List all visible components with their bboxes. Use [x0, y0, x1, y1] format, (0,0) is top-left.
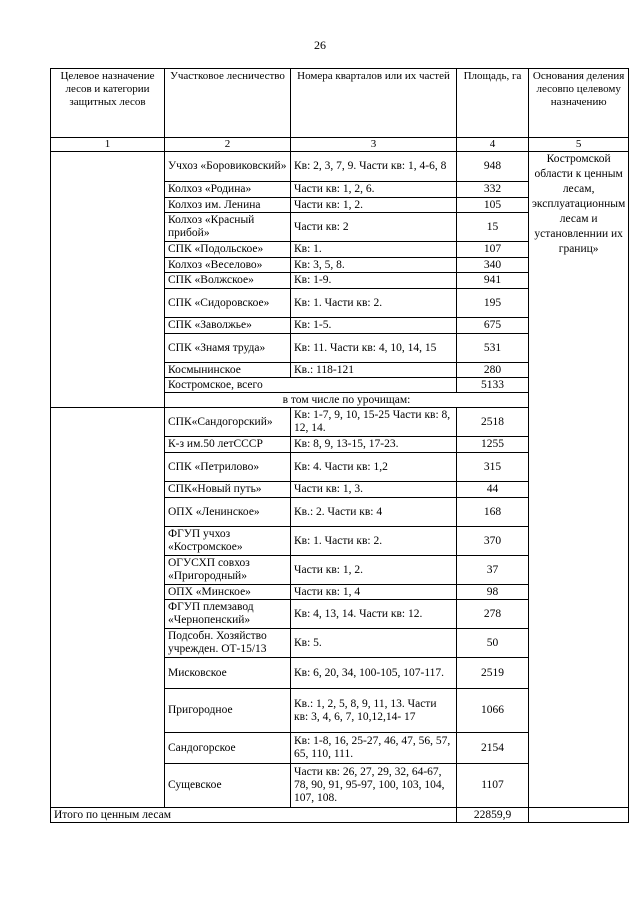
district-cell: Колхоз «Красный прибой»: [165, 213, 291, 242]
quarters-cell: Части кв: 1, 2, 6.: [291, 182, 457, 198]
header-purpose: Целевое назначение лесов и категории защитных лесов: [51, 69, 165, 138]
quarters-cell: Кв: 5.: [291, 629, 457, 658]
column-number-row: [51, 138, 629, 152]
area-cell: 1255: [457, 437, 529, 453]
area-cell: 2518: [457, 408, 529, 437]
header-district: Участковое лесничество: [165, 69, 291, 138]
header-row: [51, 69, 629, 138]
grand-total-basis: [529, 808, 629, 823]
quarters-cell: Кв.: 118-121: [291, 363, 457, 378]
area-cell: 98: [457, 585, 529, 600]
col-num-5: 5: [529, 138, 629, 152]
quarters-cell: Кв: 1.: [291, 242, 457, 258]
area-cell: 107: [457, 242, 529, 258]
district-cell: Космынинское: [165, 363, 291, 378]
quarters-cell: Кв: 3, 5, 8.: [291, 258, 457, 273]
district-cell: СПК «Знамя труда»: [165, 334, 291, 363]
area-cell: 15: [457, 213, 529, 242]
area-cell: 2154: [457, 733, 529, 764]
area-cell: 1107: [457, 764, 529, 808]
purpose-cell: [51, 152, 165, 408]
quarters-cell: Части кв: 2: [291, 213, 457, 242]
district-cell: Колхоз «Веселово»: [165, 258, 291, 273]
district-cell: ОПХ «Ленинское»: [165, 498, 291, 527]
quarters-cell: Кв.: 2. Части кв: 4: [291, 498, 457, 527]
quarters-cell: Кв: 1. Части кв: 2.: [291, 527, 457, 556]
district-cell: ФГУП учхоз «Костромское»: [165, 527, 291, 556]
grand-total-row: [51, 808, 629, 823]
area-cell: 37: [457, 556, 529, 585]
quarters-cell: Части кв: 1, 2.: [291, 198, 457, 213]
district-cell: ФГУП племзавод «Чернопенский»: [165, 600, 291, 629]
quarters-cell: Части кв: 1, 2.: [291, 556, 457, 585]
quarters-cell: Части кв: 26, 27, 29, 32, 64-67, 78, 90, 91, 95-97, 100, 103, 104, 107, 108.: [291, 764, 457, 808]
area-cell: 941: [457, 273, 529, 289]
district-cell: СПК «Петрилово»: [165, 453, 291, 482]
district-cell: СПК «Волжское»: [165, 273, 291, 289]
quarters-cell: Кв: 4. Части кв: 1,2: [291, 453, 457, 482]
area-cell: 195: [457, 289, 529, 318]
area-cell: 2519: [457, 658, 529, 689]
district-cell: ОПХ «Минское»: [165, 585, 291, 600]
quarters-cell: Кв: 8, 9, 13-15, 17-23.: [291, 437, 457, 453]
quarters-cell: Кв.: 1, 2, 5, 8, 9, 11, 13. Части кв: 3, 4, 6, 7, 10,12,14- 17: [291, 689, 457, 733]
district-cell: Колхоз им. Ленина: [165, 198, 291, 213]
area-cell: 340: [457, 258, 529, 273]
area-cell: 1066: [457, 689, 529, 733]
quarters-cell: Кв: 1-7, 9, 10, 15-25 Части кв: 8, 12, 14.: [291, 408, 457, 437]
grand-total-label: Итого по ценным лесам: [51, 808, 457, 823]
header-area: Площадь, га: [457, 69, 529, 138]
quarters-cell: Кв: 1-8, 16, 25-27, 46, 47, 56, 57, 65, 110, 111.: [291, 733, 457, 764]
area-cell: 948: [457, 152, 529, 182]
quarters-cell: Части кв: 1, 3.: [291, 482, 457, 498]
area-cell: 105: [457, 198, 529, 213]
quarters-cell: Кв: 4, 13, 14. Части кв: 12.: [291, 600, 457, 629]
area-cell: 675: [457, 318, 529, 334]
col-num-2: 2: [165, 138, 291, 152]
quarters-cell: Кв: 6, 20, 34, 100-105, 107-117.: [291, 658, 457, 689]
page-number: 26: [314, 38, 326, 52]
area-cell: 315: [457, 453, 529, 482]
district-cell: СПК«Новый путь»: [165, 482, 291, 498]
district-cell: СПК «Заволжье»: [165, 318, 291, 334]
district-cell: Сущевское: [165, 764, 291, 808]
quarters-cell: Кв: 2, 3, 7, 9. Части кв: 1, 4-6, 8: [291, 152, 457, 182]
district-cell: ОГУСХП совхоз «Пригородный»: [165, 556, 291, 585]
quarters-cell: Кв: 1. Части кв: 2.: [291, 289, 457, 318]
district-cell: Сандогорское: [165, 733, 291, 764]
area-cell: 531: [457, 334, 529, 363]
quarters-cell: Части кв: 1, 4: [291, 585, 457, 600]
area-cell: 50: [457, 629, 529, 658]
quarters-cell: Кв: 1-5.: [291, 318, 457, 334]
quarters-cell: Кв: 1-9.: [291, 273, 457, 289]
district-cell: Подсобн. Хозяйство учрежден. ОТ-15/13: [165, 629, 291, 658]
col-num-1: 1: [51, 138, 165, 152]
district-cell: Учхоз «Боровиковский»: [165, 152, 291, 182]
district-cell: СПК «Сидоровское»: [165, 289, 291, 318]
district-cell: К-з им.50 летСССР: [165, 437, 291, 453]
district-cell: СПК «Подольское»: [165, 242, 291, 258]
table-row: [51, 152, 629, 182]
area-cell: 332: [457, 182, 529, 198]
district-cell: Мисковское: [165, 658, 291, 689]
area-cell: 168: [457, 498, 529, 527]
header-quarters: Номера кварталов или их частей: [291, 69, 457, 138]
area-cell: 278: [457, 600, 529, 629]
quarters-cell: Кв: 11. Части кв: 4, 10, 14, 15: [291, 334, 457, 363]
area-cell: 370: [457, 527, 529, 556]
district-cell: СПК«Сандогорский»: [165, 408, 291, 437]
kostroma-total-area: 5133: [457, 378, 529, 393]
district-cell: Колхоз «Родина»: [165, 182, 291, 198]
forest-table: [50, 68, 629, 823]
area-cell: 44: [457, 482, 529, 498]
grand-total-area: 22859,9: [457, 808, 529, 823]
col-num-4: 4: [457, 138, 529, 152]
col-num-3: 3: [291, 138, 457, 152]
purpose-cell-continued: [51, 408, 165, 808]
subheader-cell: в том числе по урочищам:: [165, 393, 529, 408]
area-cell: 280: [457, 363, 529, 378]
header-basis: Основания деления лесовпо целевому назначению: [529, 69, 629, 138]
district-cell: Пригородное: [165, 689, 291, 733]
basis-cell: Костромской области к ценным лесам, эксплуатационным лесам и установленнии их границ»: [529, 152, 629, 808]
kostroma-total-label: Костромское, всего: [165, 378, 457, 393]
